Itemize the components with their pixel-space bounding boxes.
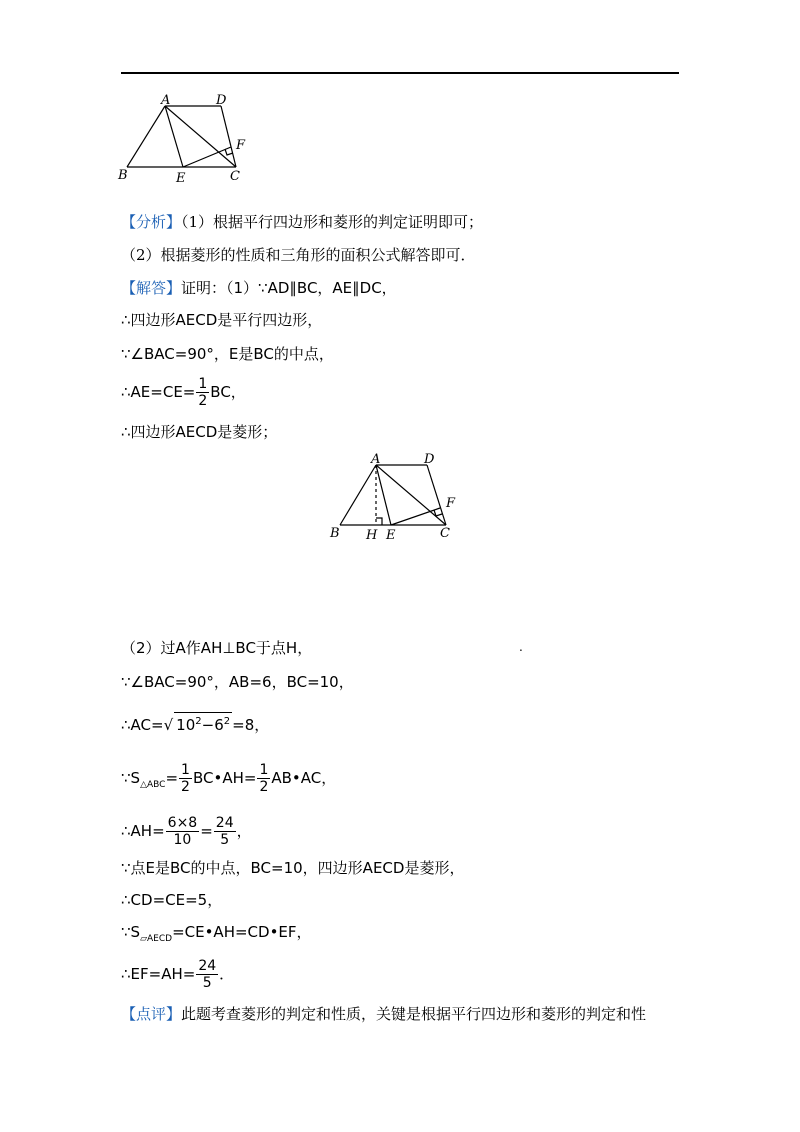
fig2-label-B: B — [330, 526, 340, 541]
solution-line-2: ∴四边形AECD是平行四边形， — [121, 311, 323, 329]
fraction: $\frac{1}{2}$ — [181, 762, 190, 795]
fig2-label-C: C — [440, 526, 450, 541]
fraction: $\frac{24}{5}$ — [198, 958, 217, 991]
solution-line-1: 【解答】证明：（1）∵AD∥BC，AE∥DC， — [121, 279, 397, 297]
solution-part2-line-6: ∵点E是BC的中点，BC=10，四边形AECD是菱形， — [121, 859, 465, 877]
fig2-label-H: H — [366, 528, 378, 543]
comment-line: 【点评】此题考查菱形的判定和性质，关键是根据平行四边形和菱形的判定和性 — [121, 1005, 647, 1023]
solution-part2-line-1: （2）过A作AH⊥BC于点H， — [121, 639, 313, 657]
solution-line-3: ∵∠BAC=90°，E是BC的中点， — [121, 345, 334, 363]
fraction: $\frac{6\times 8}{10}$ — [167, 815, 198, 848]
solution-part2-line-5: ∴AH= $\frac{6\times 8}{10}$ = $\frac{24}{5}$ ， — [121, 815, 252, 848]
solution-part2-line-3: ∴AC=√ $10^2-6^2 =8$， — [121, 712, 269, 735]
comment-tag: 【点评】 — [121, 1005, 182, 1023]
solution-part2-line-7: ∴CD=CE=5， — [121, 891, 223, 909]
fig2-label-D: D — [424, 452, 435, 467]
fig1-label-F: F — [236, 138, 246, 153]
solution-line-5: ∴四边形AECD是菱形； — [121, 423, 278, 441]
analysis-tag: 【分析】 — [121, 213, 182, 231]
fig2-label-E: E — [386, 528, 396, 543]
fraction: $\frac{1}{2}$ — [198, 376, 208, 409]
square-root: $10^2-6^2$ — [174, 712, 232, 734]
solution-part2-line-8: $\because S_{▱AECD}=CE•AH=CD•EF$， — [121, 923, 312, 944]
fig1-label-E: E — [176, 171, 186, 186]
solution-part2-line-4: $\because S_{\triangle ABC}=$ $\frac{1}{2}$ BC•AH= $\frac{1}{2}$ AB•AC， — [121, 762, 337, 795]
fig1-label-A: A — [161, 93, 171, 108]
fig2-label-A: A — [371, 452, 381, 467]
fig1-label-D: D — [216, 93, 227, 108]
fig1-label-B: B — [118, 168, 128, 183]
figure-1-diagram — [118, 92, 258, 187]
header-rule — [121, 72, 679, 74]
fraction: $\frac{24}{5}$ — [215, 815, 234, 848]
solution-part2-line-2: ∵∠BAC=90°，AB=6，BC=10， — [121, 673, 354, 691]
solution-tag: 【解答】 — [121, 279, 182, 297]
fig1-label-C: C — [230, 169, 240, 184]
fig2-label-F: F — [446, 496, 456, 511]
fraction: $\frac{1}{2}$ — [259, 762, 269, 795]
solution-line-4: ∴AE=CE= $\frac{1}{2}$ BC， — [121, 376, 246, 409]
stray-mark: . — [519, 640, 523, 654]
analysis-line-1: 【分析】（1）根据平行四边形和菱形的判定证明即可； — [121, 213, 484, 231]
analysis-line-2: （2）根据菱形的性质和三角形的面积公式解答即可． — [121, 246, 476, 264]
solution-part2-line-9: ∴EF=AH= $\frac{24}{5}$ ． — [121, 958, 235, 991]
figure-2-diagram — [328, 452, 468, 547]
